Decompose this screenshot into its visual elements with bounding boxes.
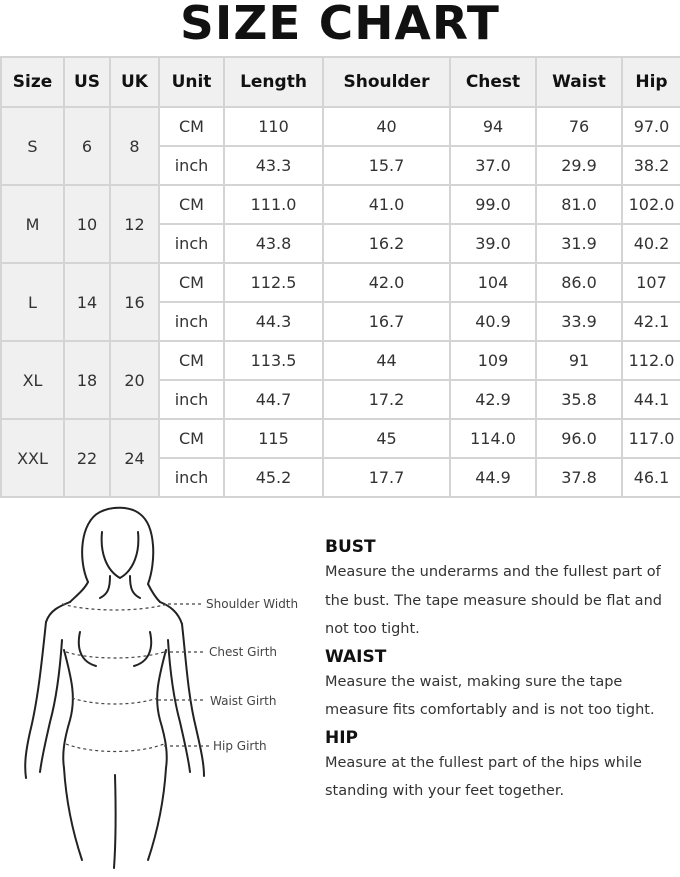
hip-cell: 42.1 (622, 302, 680, 341)
table-header-row (1, 57, 680, 107)
unit-cell: inch (159, 302, 224, 341)
hip-cell: 112.0 (622, 341, 680, 380)
hip-cell: 107 (622, 263, 680, 302)
header-chest: Chest (450, 57, 536, 107)
shoulder-cell: 40 (323, 107, 450, 146)
bust-text: Measure the underarms and the fullest part of the bust. The tape measure should be flat and not too tight. (325, 564, 662, 637)
uk-cell: 8 (110, 107, 159, 185)
length-cell: 44.3 (224, 302, 323, 341)
chest-cell: 37.0 (450, 146, 536, 185)
shoulder-width-label: Shoulder Width (206, 597, 299, 611)
size-cell: XXL (1, 419, 64, 497)
bust-heading: BUST (325, 537, 376, 557)
length-cell: 44.7 (224, 380, 323, 419)
unit-cell: CM (159, 341, 224, 380)
length-cell: 115 (224, 419, 323, 458)
us-cell: 22 (64, 419, 110, 497)
hip-text: Measure at the fullest part of the hips while standing with your feet together. (325, 754, 642, 799)
header-uk: UK (110, 57, 159, 107)
shoulder-cell: 45 (323, 419, 450, 458)
waist-cell: 81.0 (536, 185, 622, 224)
shoulder-cell: 41.0 (323, 185, 450, 224)
header-unit: Unit (159, 57, 224, 107)
us-cell: 6 (64, 107, 110, 185)
us-cell: 10 (64, 185, 110, 263)
unit-cell: CM (159, 419, 224, 458)
shoulder-cell: 16.2 (323, 224, 450, 263)
waist-girth-label: Waist Girth (210, 694, 277, 708)
chest-cell: 39.0 (450, 224, 536, 263)
waist-cell: 37.8 (536, 458, 622, 497)
us-cell: 18 (64, 341, 110, 419)
page-title: SIZE CHART (180, 0, 500, 50)
size-cell: XL (1, 341, 64, 419)
hip-cell: 40.2 (622, 224, 680, 263)
uk-cell: 20 (110, 341, 159, 419)
shoulder-cell: 16.7 (323, 302, 450, 341)
shoulder-cell: 15.7 (323, 146, 450, 185)
uk-cell: 12 (110, 185, 159, 263)
table-row (1, 263, 680, 302)
unit-cell: CM (159, 185, 224, 224)
uk-cell: 24 (110, 419, 159, 497)
chest-cell: 99.0 (450, 185, 536, 224)
unit-cell: CM (159, 263, 224, 302)
us-cell: 14 (64, 263, 110, 341)
shoulder-cell: 42.0 (323, 263, 450, 302)
hip-cell: 38.2 (622, 146, 680, 185)
size-table (0, 56, 680, 498)
waist-cell: 76 (536, 107, 622, 146)
length-cell: 111.0 (224, 185, 323, 224)
unit-cell: CM (159, 107, 224, 146)
waist-measure-line (72, 698, 158, 704)
length-cell: 43.3 (224, 146, 323, 185)
unit-cell: inch (159, 380, 224, 419)
waist-cell: 91 (536, 341, 622, 380)
table-row (1, 107, 680, 146)
waist-cell: 96.0 (536, 419, 622, 458)
waist-heading: WAIST (325, 646, 387, 667)
measurement-instructions (325, 536, 675, 808)
shoulder-cell: 17.2 (323, 380, 450, 419)
table-row (1, 419, 680, 458)
length-cell: 110 (224, 107, 323, 146)
chest-cell: 104 (450, 263, 536, 302)
header-waist: Waist (536, 57, 622, 107)
hip-measure-line (66, 744, 164, 752)
hip-cell: 102.0 (622, 185, 680, 224)
table-row (1, 185, 680, 224)
unit-cell: inch (159, 458, 224, 497)
header-size: Size (1, 57, 64, 107)
chest-cell: 44.9 (450, 458, 536, 497)
length-cell: 45.2 (224, 458, 323, 497)
length-cell: 113.5 (224, 341, 323, 380)
body-measurement-figure (0, 500, 320, 873)
uk-cell: 16 (110, 263, 159, 341)
header-hip: Hip (622, 57, 680, 107)
hip-cell: 44.1 (622, 380, 680, 419)
unit-cell: inch (159, 146, 224, 185)
chest-cell: 109 (450, 341, 536, 380)
table-row (1, 341, 680, 380)
waist-text: Measure the waist, making sure the tape measure fits comfortably and is not too tight. (325, 673, 655, 718)
size-cell: S (1, 107, 64, 185)
shoulder-cell: 44 (323, 341, 450, 380)
shoulder-cell: 17.7 (323, 458, 450, 497)
length-cell: 112.5 (224, 263, 323, 302)
size-cell: M (1, 185, 64, 263)
shoulder-measure-line (62, 604, 168, 610)
body-outline-illustration (0, 500, 320, 873)
chest-cell: 94 (450, 107, 536, 146)
hip-girth-label: Hip Girth (213, 739, 267, 753)
chest-cell: 42.9 (450, 380, 536, 419)
hip-cell: 97.0 (622, 107, 680, 146)
waist-cell: 29.9 (536, 146, 622, 185)
size-cell: L (1, 263, 64, 341)
length-cell: 43.8 (224, 224, 323, 263)
waist-cell: 86.0 (536, 263, 622, 302)
waist-cell: 35.8 (536, 380, 622, 419)
header-us: US (64, 57, 110, 107)
waist-cell: 31.9 (536, 224, 622, 263)
chest-cell: 40.9 (450, 302, 536, 341)
hip-cell: 46.1 (622, 458, 680, 497)
header-shoulder: Shoulder (323, 57, 450, 107)
hip-cell: 117.0 (622, 419, 680, 458)
chest-girth-label: Chest Girth (209, 645, 278, 659)
chest-cell: 114.0 (450, 419, 536, 458)
hip-heading: HIP (325, 727, 359, 748)
header-length: Length (224, 57, 323, 107)
unit-cell: inch (159, 224, 224, 263)
waist-cell: 33.9 (536, 302, 622, 341)
